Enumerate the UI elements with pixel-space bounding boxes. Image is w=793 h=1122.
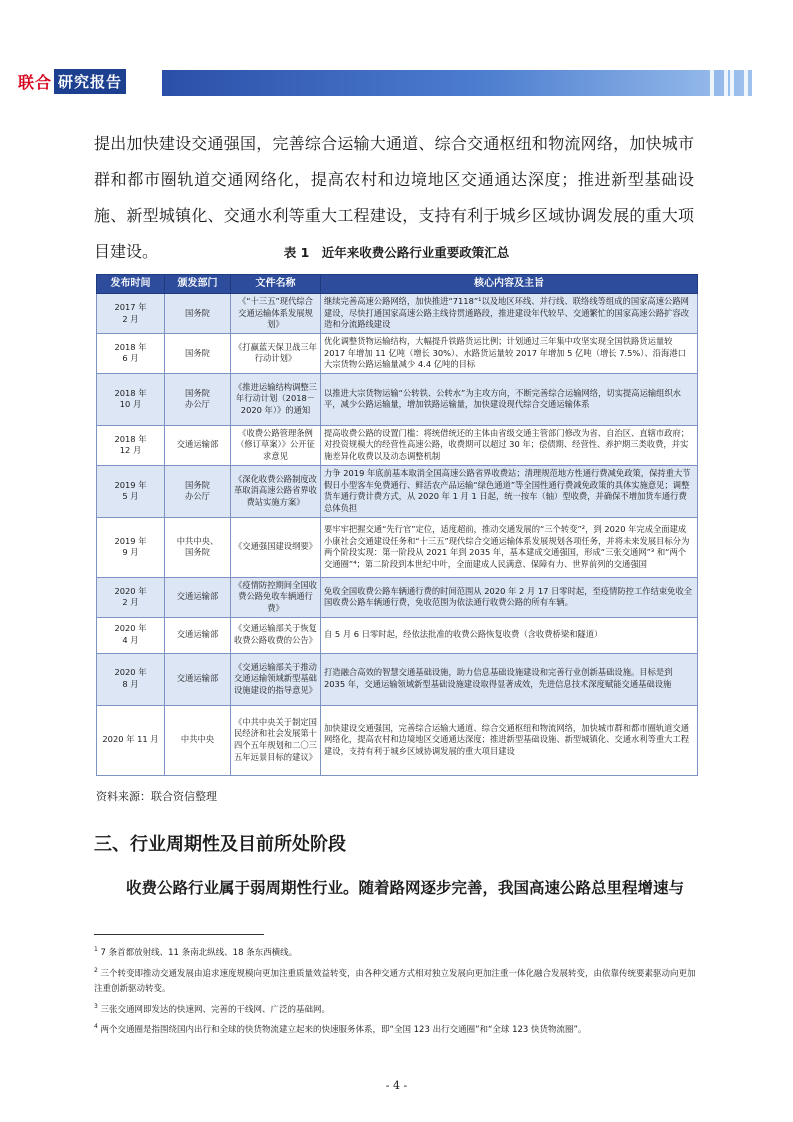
row-content: 优化调整货物运输结构，大幅提升铁路货运比例；计划通过三年集中攻坚实现全国铁路货运量较 2017 年增加 11 亿吨（增长 30%）、水路货运量较 2017 年增加 5 亿吨（增长 7.5%）、沿海港口大宗货物公路运输量减少 4.4 亿吨的目标 <box>321 334 698 374</box>
row-doc: 《“十三五”现代综合交通运输体系发展规划》 <box>231 294 321 334</box>
report-logo <box>18 66 126 96</box>
footnote-mark: 1 <box>94 946 98 953</box>
header-content: 核心内容及主旨 <box>321 275 698 294</box>
footnote-divider <box>94 934 264 935</box>
intro-paragraph: 提出加快建设交通强国，完善综合运输大通道、综合交通枢纽和物流网络，加快城市群和都市圈轨道交通网络化，提高农村和边境地区交通通达深度；推进新型基础设施、新型城镇化、交通水利等重大工程建设，支持有利于城乡区域协调发展的重大项目建设。 <box>94 134 694 261</box>
footnote-item <box>94 999 700 1018</box>
lead-text: 收费公路行业属于弱周期性行业。随着路网逐步完善，我国高速公路总里程增速与 <box>126 878 685 897</box>
row-content: 力争 2019 年底前基本取消全国高速公路省界收费站；清理规范地方性通行费减免政策，保持重大节假日小型客车免费通行、鲜活农产品运输“绿色通道”等全国性通行费减免政策的具体实施意见；调整货车通行费计费方式，从 2020 年 1 月 1 日起，统一按车（轴）型收费，并确保不增加货车通行费总体负担 <box>321 465 698 517</box>
table-header-row <box>97 275 698 294</box>
row-dept: 交通运输部 <box>165 577 231 617</box>
table-row <box>97 465 698 517</box>
row-content: 打造融合高效的智慧交通基础设施，助力信息基础设施建设和完善行业创新基础设施。目标是到 2035 年，交通运输领域新型基础设施建设取得显著成效，先进信息技术深度赋能交通基础设施 <box>321 653 698 705</box>
row-date: 2020 年 11 月 <box>97 705 165 775</box>
header-bar <box>162 70 752 96</box>
row-dept: 交通运输部 <box>165 425 231 465</box>
header-doc: 文件名称 <box>231 275 321 294</box>
row-dept: 交通运输部 <box>165 653 231 705</box>
footnote-text: 三张交通网即发达的快速网、完善的干线网、广泛的基础网。 <box>100 1004 331 1015</box>
row-doc: 《中共中央关于制定国民经济和社会发展第十四个五年规划和二〇三五年远景目标的建议》 <box>231 705 321 775</box>
row-dept: 交通运输部 <box>165 617 231 653</box>
row-date: 2020 年 8 月 <box>97 653 165 705</box>
row-doc: 《打赢蓝天保卫战三年行动计划》 <box>231 334 321 374</box>
row-dept: 中共中央 <box>165 705 231 775</box>
footnote-text: 两个交通圈是指围绕国内出行和全球的快货物流建立起来的快速服务体系，即“全国 123 出行交通圈”和“全球 123 快货物流圈”。 <box>100 1025 587 1036</box>
footnote-mark: 2 <box>94 966 98 974</box>
footnote-item <box>94 1019 700 1038</box>
footnote-mark: 4 <box>94 1023 98 1031</box>
row-dept: 国务院 <box>165 294 231 334</box>
footnote-mark: 3 <box>94 1002 98 1010</box>
row-date: 2018 年 10 月 <box>97 373 165 425</box>
table-row <box>97 617 698 653</box>
table-row <box>97 294 698 334</box>
footnote-item <box>94 942 700 961</box>
table-row <box>97 577 698 617</box>
table-caption: 表 1 近年来收费公路行业重要政策汇总 <box>283 245 510 260</box>
row-content: 提高收费公路的设置门槛：将统借统还的主体由省级交通主管部门修改为省、自治区、直辖市政府；对投资规模大的经营性高速公路，收费期可以超过 30 年；偿债期、经营性、养护期三类收费，并实施差异化收费以及动态调整机制 <box>321 425 698 465</box>
row-doc: 《深化收费公路制度改革取消高速公路省界收费站实施方案》 <box>231 465 321 517</box>
row-content: 以推进大宗货物运输“公转铁、公转水”为主攻方向，不断完善综合运输网络，切实提高运输组织水平，减少公路运输量，增加铁路运输量，加快建设现代综合交通运输体系 <box>321 373 698 425</box>
page-number: - 4 - <box>385 1079 408 1092</box>
row-doc: 《推进运输结构调整三年行动计划（2018－2020 年）》的通知 <box>231 373 321 425</box>
header-dept: 颁发部门 <box>165 275 231 294</box>
section-title: 三、行业周期性及目前所处阶段 <box>94 834 346 855</box>
table-row <box>97 334 698 374</box>
table-row <box>97 425 698 465</box>
row-doc: 《收费公路管理条例（修订草案）》公开征求意见 <box>231 425 321 465</box>
header-deco-icon <box>730 70 748 96</box>
row-date: 2019 年 9 月 <box>97 517 165 577</box>
table-row <box>97 373 698 425</box>
row-date: 2017 年 2 月 <box>97 294 165 334</box>
header-deco-icon <box>710 70 728 96</box>
row-doc: 《交通运输部关于恢复收费公路收费的公告》 <box>231 617 321 653</box>
logo-kind: 研究报告 <box>54 69 126 94</box>
row-content: 要牢牢把握交通“先行官”定位，适度超前，推动交通发展的“三个转变”²，到 2020 年完成全面建成小康社会交通建设任务和“十三五”现代综合交通运输体系发展规划各项任务，并将未来发展目标分为两个阶段实现：第一阶段从 2021 年到 2035 年，基本建成交通强国，形成“三张交通网”³ 和“两个交通圈”⁴；第二阶段到本世纪中叶，全面建成人民满意、保障有力、世界前列的交通强国 <box>321 517 698 577</box>
policy-table <box>96 274 698 776</box>
footnote-item <box>94 963 700 997</box>
row-dept: 中共中央、 国务院 <box>165 517 231 577</box>
row-date: 2019 年 5 月 <box>97 465 165 517</box>
footnote-text: 三个转变即推动交通发展由追求速度规模向更加注重质量效益转变，由各种交通方式相对独立发展向更加注重一体化融合发展转变，由依靠传统要素驱动向更加注重创新驱动转变。 <box>94 968 696 994</box>
table-row <box>97 705 698 775</box>
row-date: 2018 年 6 月 <box>97 334 165 374</box>
row-doc: 《交通运输部关于推动交通运输领域新型基础设施建设的指导意见》 <box>231 653 321 705</box>
row-content: 加快建设交通强国，完善综合运输大通道、综合交通枢纽和物流网络，加快城市群和都市圈轨道交通网络化，提高农村和边境地区交通通达深度；推进新型基础设施、新型城镇化、交通水利等重大工程建设，支持有利于城乡区域协调发展的重大项目建设 <box>321 705 698 775</box>
table-row <box>97 653 698 705</box>
row-doc: 《交通强国建设纲要》 <box>231 517 321 577</box>
row-content: 自 5 月 6 日零时起，经依法批准的收费公路恢复收费（含收费桥梁和隧道） <box>321 617 698 653</box>
row-date: 2020 年 4 月 <box>97 617 165 653</box>
logo-brand: 联合 <box>18 72 53 92</box>
row-dept: 国务院 办公厅 <box>165 465 231 517</box>
row-doc: 《疫情防控期间全国收费公路免收车辆通行费》 <box>231 577 321 617</box>
source-note: 资料来源：联合资信整理 <box>96 790 217 803</box>
row-dept: 国务院 <box>165 334 231 374</box>
row-content: 免收全国收费公路车辆通行费的时间范围从 2020 年 2 月 17 日零时起，至疫情防控工作结束免收全国收费公路车辆通行费，免收范围为依法通行收费公路的所有车辆。 <box>321 577 698 617</box>
header-date: 发布时间 <box>97 275 165 294</box>
table-row <box>97 517 698 577</box>
row-content: 继续完善高速公路网络，加快推进“7118”¹以及地区环线、并行线、联络线等组成的国家高速公路网建设，尽快打通国家高速公路主线待贯通路段，推进建设年代较早、交通繁忙的国家高速公路扩容改造和分流路线建设 <box>321 294 698 334</box>
footnotes <box>94 942 700 1040</box>
row-date: 2020 年 2 月 <box>97 577 165 617</box>
footnote-text: 7 条首都放射线、11 条南北纵线、18 条东西横线。 <box>100 947 298 958</box>
row-dept: 国务院 办公厅 <box>165 373 231 425</box>
row-date: 2018 年 12 月 <box>97 425 165 465</box>
